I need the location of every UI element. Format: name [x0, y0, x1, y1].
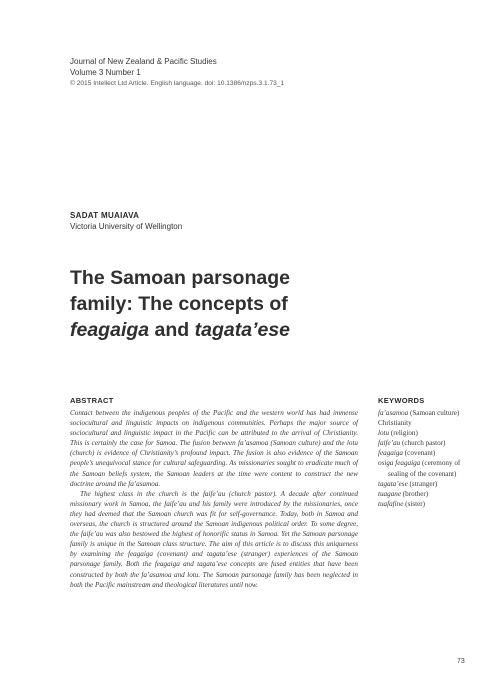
keywords-list: [378, 408, 473, 509]
title-line-2: family: The concepts of: [70, 293, 288, 315]
abstract-paragraph-2: The highest class in the church is the faife’au (church pastor). A decade after continued missionary work in Samoa, the faife’au and his family were introduced by the missionaries, once they had deemed that the Samoan church was fit for self-governance. Today, both in Samoa and overseas, the church is structured around the Samoan indigenous political order. To some degree, the faife’au was also bestowed the highest of honorific status in Samoa. Yet the Samoan parsonage family is unique in the Samoan class structure. The aim of this article is to discuss this uniqueness by examining the feagaiga (covenant) and tagata’ese (stranger) experiences of the Samoan parsonage family. Both the feagaiga and tagata’ese concepts are fused entities that have been constructed by both the fa’asamoa and lotu. The Samoan parsonage family has been neglected in both the Pacific mainstream and theological literatures until now.: [70, 489, 358, 589]
title-and: and: [149, 319, 195, 341]
keyword-item: tuagane (brother): [378, 489, 429, 498]
journal-name: Journal of New Zealand & Pacific Studies: [70, 57, 217, 66]
author-block: [70, 210, 182, 232]
title-term-tagataese: tagata’ese: [194, 319, 291, 341]
keyword-item: feagaiga (covenant): [378, 449, 436, 458]
abstract-heading: ABSTRACT: [70, 396, 114, 405]
title-line-3: [70, 317, 370, 343]
abstract-paragraph-1: Contact between the indigenous peoples of the Pacific and the western world has had immense sociocultural and linguistic impacts on indigenous communities. Perhaps the major source of sociocultural and linguistic impact in the Pacific can be attributed to the arrival of Christianity. This is certainly the case for Samoa. The fusion between fa’asamoa (Samoan culture) and the lotu (church) is evidence of Christianity’s profound impact. The fusion is also evidence of the Samoan people’s unequivocal stance for cultural safeguarding. As missionaries sought to eradicate much of the Samoan beliefs system, the Samoan leaders at the time were content to construct the new doctrine around the fa’asamoa.: [70, 409, 358, 488]
keyword-item: Christianity: [378, 419, 412, 428]
keywords-heading: KEYWORDS: [378, 396, 425, 405]
abstract-body: [70, 408, 358, 590]
keyword-item: tagata’ese (stranger): [378, 479, 438, 488]
journal-header: [70, 56, 284, 89]
title-line-1: The Samoan parsonage: [70, 267, 290, 289]
journal-volume: Volume 3 Number 1: [70, 68, 141, 77]
keyword-item: osiga feagaiga (ceremony of sealing of the covenant): [378, 459, 461, 478]
article-title: [70, 265, 370, 343]
title-term-feagaiga: feagaiga: [70, 319, 150, 341]
author-affiliation: Victoria University of Wellington: [70, 222, 183, 231]
page-number: 73: [457, 658, 465, 665]
keyword-item: lotu (religion): [378, 429, 418, 438]
keyword-item: tuafafine (sister): [378, 499, 426, 508]
copyright-doi-line: © 2015 Intellect Ltd Article. English language. doi: 10.1386/nzps.3.1.73_1: [70, 80, 285, 87]
keyword-item: fa’asamoa (Samoan culture): [378, 409, 460, 417]
author-name: SADAT MUAIAVA: [70, 211, 140, 220]
keyword-item: faife’au (church pastor): [378, 439, 446, 448]
